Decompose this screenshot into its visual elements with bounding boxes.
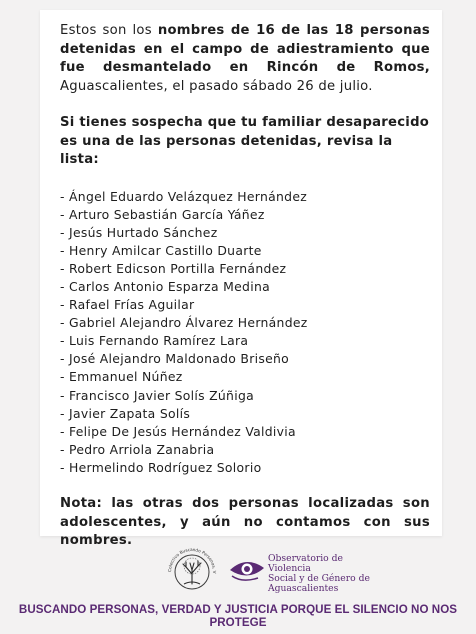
note-line-1: Nota: las otras dos personas localizadas son — [60, 496, 430, 511]
names-list — [60, 188, 430, 478]
list-item: - Felipe De Jesús Hernández Valdivia — [60, 423, 296, 439]
observatorio-name: Observatorio de Violencia Social y de Género de Aguascalientes — [268, 553, 370, 594]
intro-text-end: Aguascalientes, el pasado sábado 26 de julio. — [60, 78, 373, 94]
list-item: - Pedro Arriola Zanabria — [60, 441, 215, 457]
svg-text:Colectivo Buscando Personas, V: Colectivo Buscando Personas, V — [166, 546, 218, 574]
intro-paragraph — [60, 22, 430, 96]
list-item: - Francisco Javier Solís Zúñiga — [60, 387, 255, 403]
intro-text-start: Estos son los — [60, 23, 158, 38]
list-item: - Hermelindo Rodríguez Solorio — [60, 459, 262, 475]
footer-slogan: BUSCANDO PERSONAS, VERDAD Y JUSTICIA PORQUE EL SILENCIO NO NOS PROTEGE — [18, 603, 458, 629]
list-item: - Ángel Eduardo Velázquez Hernández — [60, 188, 308, 204]
colectivo-logo — [162, 542, 222, 600]
observatorio-logo — [228, 553, 378, 594]
list-item: - Robert Edicson Portilla Fernández — [60, 260, 287, 276]
note-line-2: adolescentes, y aún no contamos con sus nombres. — [60, 514, 430, 548]
list-item: - Javier Zapata Solís — [60, 405, 191, 421]
list-item: - Gabriel Alejandro Álvarez Hernández — [60, 315, 308, 331]
question-paragraph: Si tienes sospecha que tu familiar desaparecido es una de las personas detenidas, revisa la lista: — [60, 115, 430, 167]
eye-icon — [228, 556, 266, 584]
list-item: - Carlos Antonio Esparza Medina — [60, 278, 270, 294]
list-item: - Luis Fernando Ramírez Lara — [60, 333, 249, 349]
tree-icon — [162, 542, 222, 600]
list-item: - Henry Amilcar Castillo Duarte — [60, 242, 262, 258]
logos-row — [0, 542, 476, 600]
list-item: - Arturo Sebastián García Yáñez — [60, 206, 265, 222]
list-item: - Jesús Hurtado Sánchez — [60, 224, 218, 240]
post-content — [60, 22, 430, 551]
intro-bold-text: nombres de 16 de las 18 personas detenidas en el campo de adiestramiento que fue desmantelado en Rincón de Romos, — [60, 23, 430, 75]
list-item: - Rafael Frías Aguilar — [60, 297, 195, 313]
list-item: - José Alejandro Maldonado Briseño — [60, 351, 290, 367]
list-item: - Emmanuel Núñez — [60, 369, 183, 385]
